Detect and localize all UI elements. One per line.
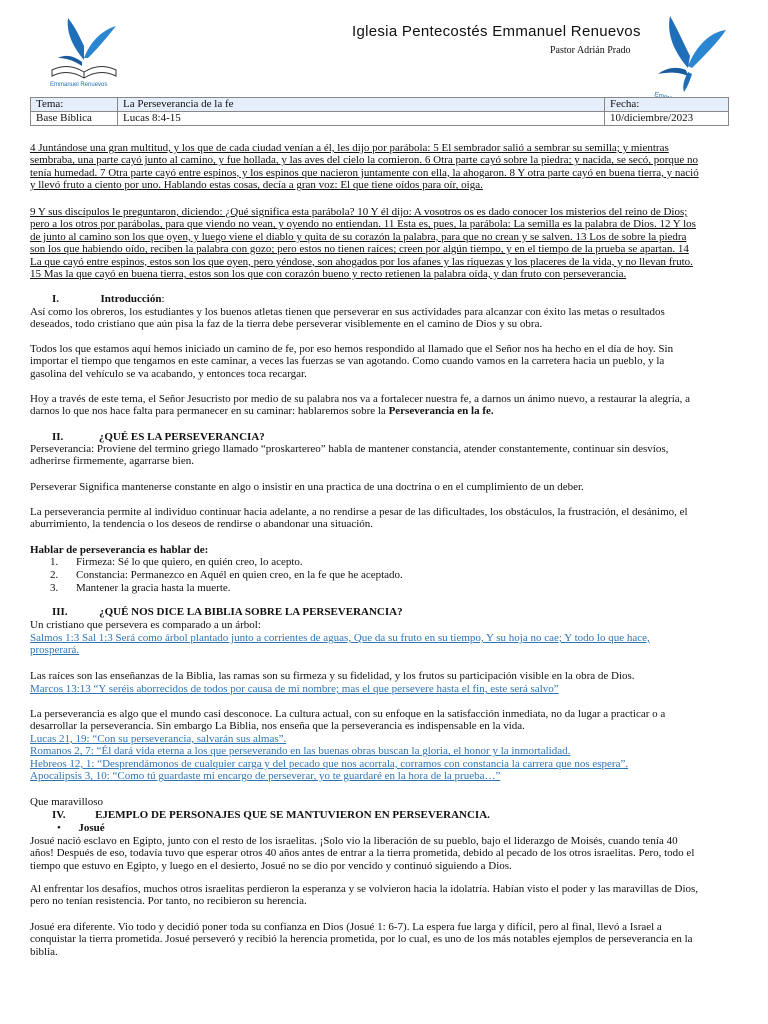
text-line	[30, 405, 732, 417]
text-line: La perseverancia es algo que el mundo casi desconoce. La cultura actual, con su enfoque en la satisfacción inmediata, no da lugar a practicar o a	[30, 708, 666, 720]
section-number: IV.	[52, 809, 66, 821]
section-title-colon: :	[161, 293, 165, 305]
person-bullet	[57, 822, 105, 834]
base-label: Base Bíblica	[31, 112, 118, 126]
list-text: Constancia: Permanezco en Aquél en quien creo, en la fe que he aceptado.	[76, 569, 403, 581]
section-2-heading	[52, 431, 265, 443]
emphasis-text: Perseverancia en la fe.	[388, 405, 494, 418]
meta-row-tema	[31, 98, 729, 112]
verse-links[interactable]	[30, 733, 732, 783]
text-line: pero no tenían resistencia. Por tanto, no recibieron su herencia.	[30, 895, 307, 908]
culture-paragraph	[30, 708, 732, 733]
closing-remark: Que maravilloso	[30, 796, 104, 808]
verse-line[interactable]: prosperará.	[30, 644, 80, 657]
scripture-line: de junto al camino son los que oyen, y luego viene el diablo y quita de su corazón la palabra, para que no crean y se salven. 13 Los de sobre la piedra	[30, 230, 687, 243]
text-line: Así como los obreros, los estudiantes y los buenos atletas tienen que perseverar en sus actividades para alcanzar con éxito las metas o resultados	[30, 306, 665, 318]
bullet-icon: •	[57, 822, 61, 834]
scripture-line: 9 Y sus discípulos le preguntaron, diciendo: ¿Qué significa esta parábola? 10 Y él dijo: A vosotros os es dado conocer los misterios del reino de Dios;	[30, 206, 688, 218]
verse-link[interactable]: Apocalipsis 3, 10: “Como tú guardaste mi encargo de perseverar, yo te guardaré en la hora de la prueba…”	[30, 770, 501, 783]
sermon-meta-table	[30, 97, 729, 126]
intro-paragraph-2	[30, 343, 732, 380]
list-number: 1.	[50, 556, 59, 568]
text-line: Hoy a través de este tema, el Señor Jesucristo por medio de su palabra nos va a fortalecer nuestra fe, a darnos un ánimo nuevo, a restaurar la alegría, a	[30, 393, 691, 405]
text-line: deseados, todo cristiano que aún pisa la faz de la tierra debe perseverar visiblemente en el camino de Dios y su obra.	[30, 318, 543, 331]
dove-bible-logo-icon	[44, 12, 124, 88]
verse-link[interactable]: Hebreos 12, 1: “Desprendámonos de cualquier carga y del pecado que nos acorrala, corramos con constancia la carrera que nos espera”.	[30, 757, 629, 770]
scripture-line: pero a los otros por parábolas, para que viendo no vean, y oyendo no entiendan. 11 Esta es, pues, la parábola: La semilla es la palabra de Dios. 12 Y los	[30, 218, 696, 231]
verse-line[interactable]: Salmos 1:3 Sal 1:3 Será como árbol plantado junto a corrientes de aguas, Que da su fruto en su tiempo, Y su hoja no cae; Y todo lo que hace,	[30, 632, 650, 644]
pastor-name: Pastor Adrián Prado	[550, 45, 631, 56]
text-line: Al enfrentar los desafíos, muchos otros israelitas perdieron la esperanza y se volvieron hacia la idolatría. Habían visto el poder y las maravillas de Dios,	[30, 883, 699, 895]
person-name: Josué	[78, 822, 105, 834]
fecha-label: Fecha:	[605, 98, 729, 112]
base-value: Lucas 8:4-15	[118, 112, 605, 126]
joshua-paragraph-3	[30, 921, 732, 958]
section-number: II.	[52, 431, 64, 443]
list-text: Mantener la gracia hasta la muerte.	[76, 582, 231, 594]
text-line: Perseverancia: Proviene del termino griego llamado “proskartereo” habla de mantener constancia, atender constantemente, continuar sin desvíos,	[30, 443, 669, 455]
text-line: conquistar la tierra prometida. Josué perseveró y recibió la herencia prometida, por lo cual, es uno de los más notables ejemplos de perseverancia en la	[30, 933, 693, 946]
text-line: años! Después de eso, todavía tuvo que esperar otros 40 años antes de entrar a la tierra prometida, debido al pecado de los otros israelitas. Pero, todo el	[30, 847, 695, 860]
text-line: adherirse firmemente, agarrarse bien.	[30, 455, 194, 468]
section-title: ¿QUÉ ES LA PERSEVERANCIA?	[98, 431, 265, 443]
scripture-line: 15 Mas la que cayó en buena tierra, estos son los que con corazón bueno y recto retienen la palabra oída, y dan fruto con perseverancia.	[30, 268, 627, 281]
section-number: I.	[52, 293, 60, 305]
scripture-line: son los que habiendo oído, reciben la palabra con gozo; pero estos no tienen raíces; creen por algún tiempo, y en el tiempo de la prueba se apartan. 14	[30, 243, 689, 256]
psalm-verse-link[interactable]	[30, 632, 732, 657]
text-line: biblia.	[30, 945, 58, 958]
intro-paragraph-3	[30, 393, 732, 418]
list-item	[50, 582, 231, 594]
tree-intro: Un cristiano que persevera es comparado a un árbol:	[30, 619, 261, 631]
verse-link[interactable]: Lucas 21, 19: “Con su perseverancia, salvarán sus almas”.	[30, 733, 287, 745]
section-1-heading	[52, 293, 165, 305]
text-line: importar el tiempo que tengamos en este caminar, a veces las fuerzas se van agotando. Como cuando vamos en la carretera hacia un pueblo, y la	[30, 355, 665, 368]
section-3-heading	[52, 606, 403, 618]
text-line: Perseverar Significa mantenerse constante en algo o insistir en una practica de una doctrina o en el cumplimiento de un deber.	[30, 481, 584, 493]
church-name: Iglesia Pentecostés Emmanuel Renuevos	[352, 23, 641, 40]
list-title: Hablar de perseverancia es hablar de:	[30, 544, 209, 556]
scripture-line: La que cayó entre espinos, estos son los que oyen, pero yéndose, son ahogados por los afanes y las riquezas y los placeres de la vida, y no llevan fruto.	[30, 255, 693, 268]
text-line: desarrollar la perseverancia. Sin embargo La Biblia, nos enseña que la perseverancia es indispensable en la vida.	[30, 720, 525, 733]
tema-value: La Perseverancia de la fe	[118, 98, 605, 112]
section-title: EJEMPLO DE PERSONAJES QUE SE MANTUVIERON EN PERSEVERANCIA.	[95, 809, 490, 821]
perseverance-paragraph	[30, 506, 732, 531]
dove-logo-icon	[648, 10, 730, 98]
text-span: darnos lo que nos hace falta para permanecer en su caminar: hablaremos sobre la	[30, 405, 389, 418]
scripture-line: sembraba, una parte cayó junto al camino, y fue hollada, y las aves del cielo la comieron. 6 Otra parte cayó sobre la piedra; y nacida, se secó, porque no	[30, 154, 698, 167]
definition-paragraph	[30, 443, 732, 468]
joshua-paragraph-1	[30, 835, 732, 872]
list-number: 3.	[50, 582, 59, 594]
joshua-paragraph-2	[30, 883, 732, 908]
text-line: aburrimiento, la tendencia o los deseos de rendirse o abandonar una situación.	[30, 518, 374, 531]
scripture-line: y llevó fruto a ciento por uno. Hablando estas cosas, decía a gran voz: El que tiene oídos para oír, oiga.	[30, 179, 483, 192]
tema-label: Tema:	[31, 98, 118, 112]
mark-verse-link[interactable]: Marcos 13:13 “Y seréis aborrecidos de todos por causa de mi nombre; mas el que persevere hasta el fin, este será salvo”	[30, 683, 559, 695]
text-line: Todos los que estamos aquí hemos iniciado un camino de fe, por eso hemos respondido al llamado que el Señor nos ha hecho en el día de hoy. Sin	[30, 343, 674, 355]
list-item	[50, 569, 403, 581]
left-logo-text: Emmanuel Renuevos	[50, 82, 108, 88]
scripture-passage-1	[30, 142, 732, 192]
scripture-line: tenía humedad. 7 Otra parte cayó entre espinos, y los espinos que nacieron juntamente con ella, la ahogaron. 8 Y otra parte cayó en buena tierra, y nació	[30, 166, 699, 179]
roots-paragraph: Las raíces son las enseñanzas de la Biblia, las ramas son su firmeza y su fidelidad, y los frutos su participación visible en la obra de Dios.	[30, 670, 635, 682]
text-line: gasolina del vehículo se va acabando, y entonces toca recargar.	[30, 367, 307, 380]
section-title: ¿QUÉ NOS DICE LA BIBLIA SOBRE LA PERSEVERANCIA?	[99, 606, 403, 618]
scripture-passage-2	[30, 206, 732, 280]
text-line: Josué era diferente. Vio todo y decidió poner toda su confianza en Dios (Josué 1: 6-7). La espera fue larga y difícil, pero al final, llevó a Israel a	[30, 921, 662, 933]
text-line: tiempo que estuvo en Egipto, y luego en el desierto, Josué no se dio por vencido y continuó siguiendo a Dios.	[30, 859, 512, 872]
fecha-value: 10/diciembre/2023	[605, 112, 729, 126]
scripture-line: 4 Juntándose una gran multitud, y los que de cada ciudad venían a él, les dijo por parábola: 5 El sembrador salió a sembrar su semilla; y mientras	[30, 142, 669, 154]
meta-row-base	[31, 112, 729, 126]
section-title: Introducción	[100, 293, 162, 305]
list-item	[50, 556, 303, 568]
section-4-heading	[52, 809, 490, 821]
meaning-paragraph	[30, 481, 732, 493]
text-line: La perseverancia permite al individuo continuar hacia adelante, a no rendirse a pesar de las dificultades, los obstáculos, la frustración, el desánimo, el	[30, 506, 688, 518]
list-number: 2.	[50, 569, 59, 581]
text-line: Josué nació esclavo en Egipto, junto con el resto de los israelitas. ¡Solo vio la liberación de su pueblo, bajo el liderazgo de Moisés, cuando tenía 40	[30, 835, 678, 847]
section-number: III.	[52, 606, 68, 618]
verse-link[interactable]: Romanos 2, 7: “Él dará vida eterna a los que perseverando en las buenas obras buscan la gloria, el honor y la inmortalidad.	[30, 745, 571, 758]
intro-paragraph-1	[30, 306, 732, 331]
list-text: Firmeza: Sé lo que quiero, en quién creo, lo acepto.	[76, 556, 303, 568]
